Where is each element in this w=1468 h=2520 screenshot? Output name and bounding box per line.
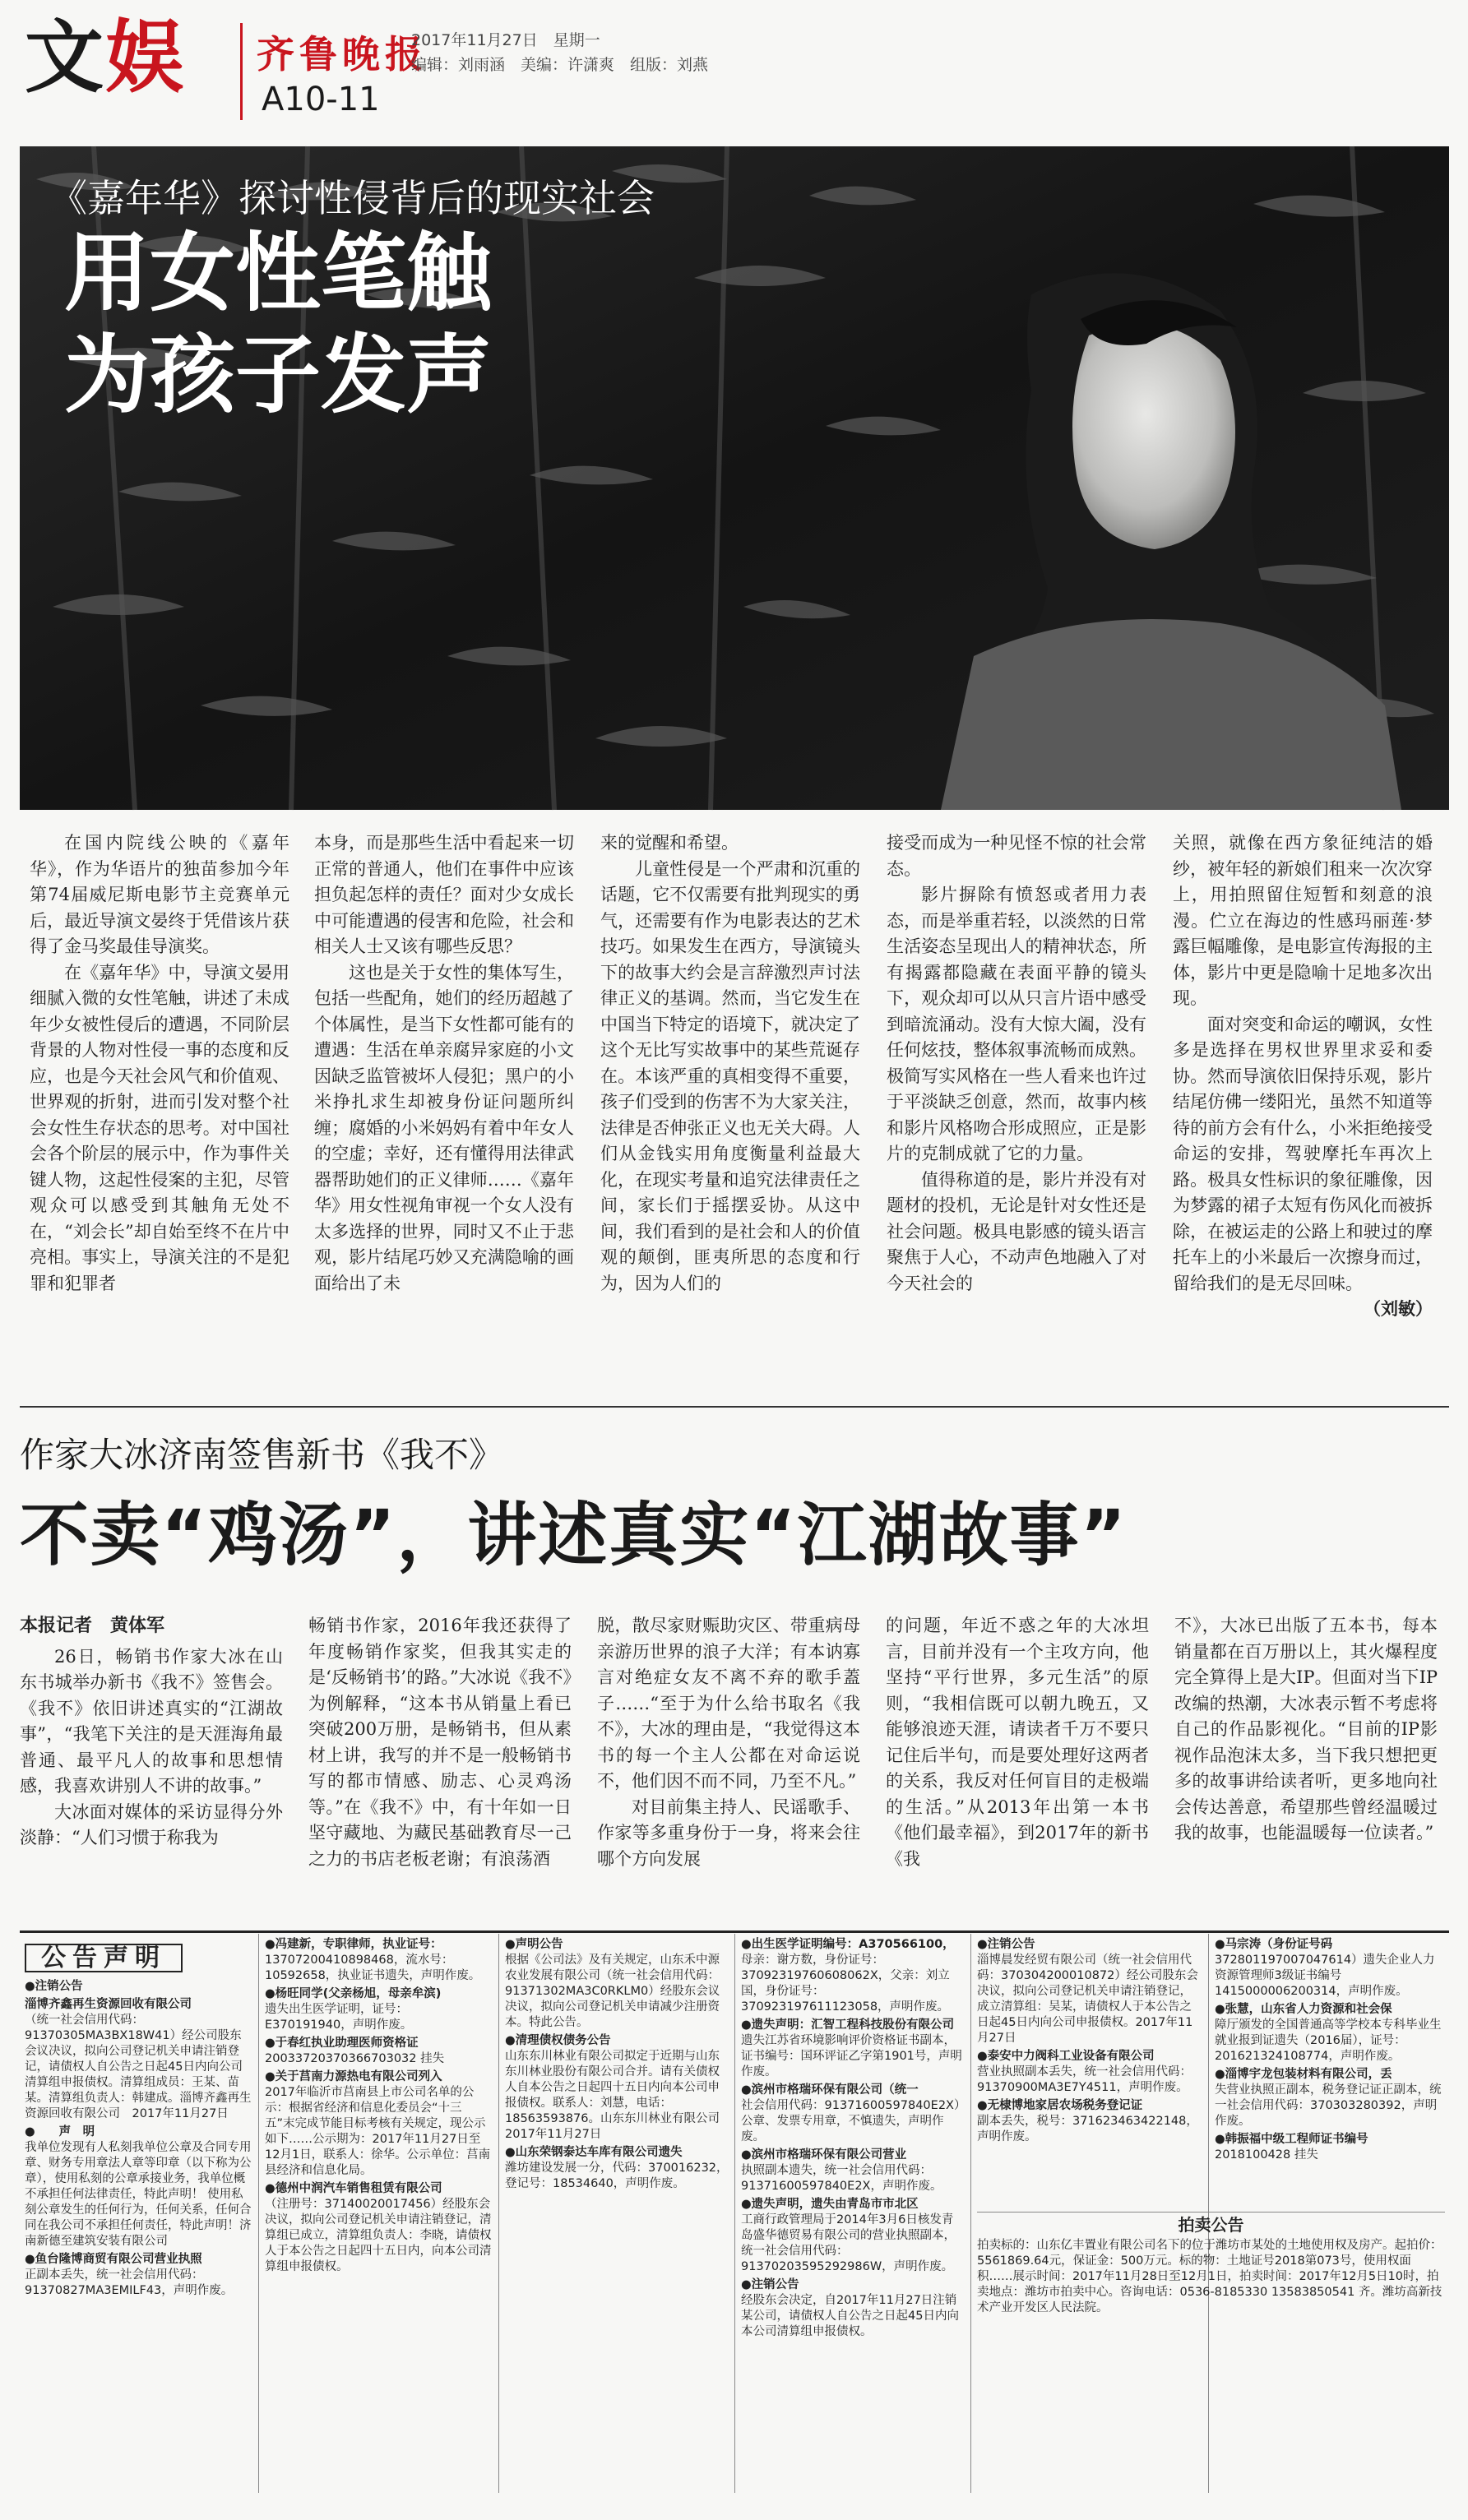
section-title: 文娱 (25, 12, 186, 104)
notice-item (505, 1937, 729, 2031)
notice-body: 20033720370366703032 挂失 (265, 2052, 445, 2065)
paragraph: 不》，大冰已出版了五本书，每本销量都在百万册以上，其火爆程度完全算得上是大IP。但面对当下IP改编的热潮，大冰表示暂不考虑将自己的作品影视化。“目前的IP影视作品泡沫太多，当下我只想把更多的故事讲给读者听，更多地向社会传达善意，希望那些曾经温暖过我的故事，也能温暖每一位读者。” (1174, 1616, 1438, 1843)
auction-body: 拍卖标的：山东亿丰置业有限公司名下的位于潍坊市某处的土地使用权及房产。起拍价：5561869.64元，保证金：500万元。标的物：土地证号2018第073号，使用权面积……展示时间：2017年11月28日至12月1日，拍卖时间：2017年12月5日10时，拍卖地点：潍坊市拍卖中心。咨询电话：0536-8185330 13583850541 齐。潍坊高新技术产业开发区人民法院。 (977, 2239, 1443, 2314)
notice-body: 遗失出生医学证明，证号：E370191940，声明作废。 (265, 2003, 413, 2032)
article1-column5 (1173, 830, 1433, 1323)
notice-heading: ●无棣博地家居农场税务登记证 (977, 2099, 1143, 2112)
notice-heading: ●马宗涛（身份证号码 (1215, 1938, 1333, 1951)
notice-item (505, 2033, 732, 2143)
column-divider (734, 1934, 735, 2493)
notice-heading: ●杨旺同学(父亲杨旭，母亲牟滨) (265, 1987, 442, 2000)
notice-heading: ●韩振福中级工程师证书编号 (1215, 2133, 1368, 2146)
notice-item (977, 2049, 1202, 2096)
column-divider (258, 1934, 259, 2493)
notices-column2 (265, 1937, 492, 2496)
notice-item (25, 2252, 252, 2299)
notice-list (977, 1937, 1202, 2145)
notice-body: 2018100428 挂失 (1215, 2148, 1318, 2162)
auction-notice (977, 2212, 1445, 2496)
notice-heading: ●遗失声明：汇智工程科技股份有限公司 (741, 2018, 955, 2032)
notice-heading: ● 声 明 (25, 2125, 95, 2139)
notice-list (265, 1937, 492, 2275)
notice-body: 营业执照副本丢失，统一社会信用代码：91370900MA3E7Y4511，声明作废。 (977, 2065, 1192, 2094)
notice-heading: ●声明公告 (505, 1938, 563, 1951)
notice-list (741, 1937, 965, 2340)
notice-item (25, 1997, 252, 2122)
notice-list (505, 1937, 732, 2192)
article1-column3 (600, 830, 860, 1297)
notice-item (1215, 2067, 1445, 2129)
paragraph: 这也是关于女性的集体写生，包括一些配角，她们的经历超越了个体属性，是当下女性都可能有的遭遇：生活在单亲腐异家庭的小文因缺乏监管被坏人侵犯；黑户的小米挣扎求生却被身份证问题所纠缠；腐婚的小米妈妈有着中年女人的空虚；幸好，还有懂得用法律武器帮助她们的正义律师……《嘉年华》用女性视角审视一个女人没有太多选择的世界，同时又不止于悲观，影片结尾巧妙又充满隐喻的画面给出了未 (314, 962, 574, 1293)
notice-heading: ●于春红执业助理医师资格证 (265, 2037, 419, 2050)
notice-body: 副本丢失，税号：371623463422148，声明作废。 (977, 2115, 1198, 2143)
notice-heading: ●出生医学证明编号：A370566100， (741, 1938, 955, 1951)
page-number: A10-11 (262, 81, 380, 118)
notice-item (1215, 1937, 1445, 2000)
article1-column1 (30, 830, 289, 1297)
notice-heading: ●遗失声明，遗失由青岛市市北区 (741, 2198, 919, 2211)
notice-heading: ●德州中润汽车销售租赁有限公司 (265, 2182, 442, 2195)
notice-item (1215, 2002, 1445, 2065)
paragraph: 关照，就像在西方象征纯洁的婚纱，被年轻的新娘们租来一次次穿上，用拍照留住短暂和刻意的浪漫。伫立在海边的性感玛丽莲·梦露巨幅雕像，是电影宣传海报的主体，影片中更是隐喻十足地多次出现。 (1173, 833, 1433, 1008)
notice-body: 母亲：谢方数，身份证号：37092319760608062X，父亲：刘立国，身份证号：370923197611123058，声明作废。 (741, 1954, 950, 2014)
article1-column2 (314, 830, 574, 1297)
paragraph: 对目前集主持人、民谣歌手、作家等多重身份于一身，将来会往哪个方向发展 (597, 1796, 860, 1869)
notice-item (265, 1986, 492, 2033)
notice-body: 潍坊建设发展一分，代码：370016232，登记号：18534640，声明作废。 (505, 2162, 729, 2190)
notice-item (25, 2125, 252, 2250)
article2-subtitle: 作家大冰济南签售新书《我不》 (20, 1435, 504, 1475)
hero-subtitle: 《嘉年华》探讨性侵背后的现实社会 (49, 176, 655, 220)
notice-body: 遗失江苏省环境影响评价资格证书副本，证书编号：国环评证乙字第1901号，声明作废。 (741, 2034, 962, 2078)
notice-item (741, 2148, 965, 2194)
notice-heading: ●清理债权债务公告 (505, 2034, 611, 2047)
notices-column1 (25, 1937, 252, 2496)
notice-item (741, 2277, 965, 2340)
notice-heading: ●冯建新，专职律师，执业证号： (265, 1938, 442, 1951)
section-divider (20, 1406, 1449, 1408)
notice-heading: 淄博齐鑫再生资源回收有限公司 (25, 1998, 192, 2011)
article2-byline: 本报记者 黄体军 (20, 1616, 165, 1636)
notices-column5 (977, 1937, 1202, 2208)
notice-item (25, 1979, 252, 1995)
notice-banner: 公告声明 (25, 1944, 183, 1972)
hero-title (64, 222, 492, 426)
notice-item (265, 2069, 492, 2179)
notice-item (741, 2197, 965, 2275)
notice-heading: ●滨州市格瑞环保有限公司（统一 (741, 2083, 919, 2097)
paragraph: 本身，而是那些生活中看起来一切正常的普通人，他们在事件中应该担负起怎样的责任？面对少女成长中可能遭遇的侵害和危险，社会和相关人士又该有哪些反思？ (314, 833, 574, 956)
article2-column1 (20, 1613, 283, 1852)
notice-heading: ●注销公告 (977, 1938, 1035, 1951)
notice-item (977, 1937, 1202, 2046)
notices-column4 (741, 1937, 965, 2496)
notice-heading: ●滨州市格瑞环保有限公司营业 (741, 2148, 907, 2162)
article2-column3 (597, 1613, 860, 1872)
notice-body: 执照副本遗失，统一社会信用代码：91371600597840E2X，声明作废。 (741, 2164, 942, 2193)
notice-body: 我单位发现有人私刻我单位公章及合同专用章、财务专用章法人章等印章（以下称为公章），使用私刻的公章承接业务，我单位概不承担任何法律责任，特此声明！ 使用私刻公章发生的任何行为，任何关系，任何合同在我公司不承担任何责任，特此声明！济南新德至建筑安装有限公司 (25, 2141, 252, 2248)
notice-body: 根据《公司法》及有关规定，山东禾中源农业发展有限公司（统一社会信用代码：91371302MA3C0RKLM0）经股东会议决议，拟向公司登记机关申请减少注册资本。特此公告。 (505, 1954, 720, 2029)
notice-heading: ●泰安中力阀科工业设备有限公司 (977, 2050, 1155, 2063)
column-divider (498, 1934, 499, 2493)
notice-body: 工商行政管理局于2014年3月6日核发青岛盛华德贸易有限公司的营业执照副本，统一社会信用代码：91370203595292986W，声明作废。 (741, 2213, 956, 2273)
paragraph: 的问题，年近不惑之年的大冰坦言，目前并没有一个主攻方向，他坚持“平行世界，多元生活”的原则，“我相信既可以朝九晚五，又能够浪迹天涯，请读者千万不要只记住后半句，而是要处理好这两者的关系，我反对任何盲目的走极端的生活。”从2013年出第一本书《他们最幸福》，到2017年的新书《我 (886, 1616, 1149, 1869)
header-divider (240, 23, 243, 120)
notice-heading: ●关于莒南力源热电有限公司列入 (265, 2070, 442, 2083)
notice-body: 经股东会决定，自2017年11月27日注销某公司，请债权人自公告之日起45日内向本公司清算组申报债权。 (741, 2294, 959, 2338)
notice-body: 淄博晨发经贸有限公司（统一社会信用代码：370304200010872）经公司股东会决议，拟向公司登记机关申请注销登记，成立清算组：吴某，请债权人于本公告之日起45日内向公司申报债权。2017年11月27日 (977, 1954, 1198, 2045)
paragraph: 儿童性侵是一个严肃和沉重的话题，它不仅需要有批判现实的勇气，还需要有作为电影表达的艺术技巧。如果发生在西方，导演镜头下的故事大约会是言辞激烈声讨法律正义的基调。然而，当它发生在中国当下特定的语境下，就决定了这个无比写实故事中的某些荒诞存在。本该严重的真相变得不重要，孩子们受到的伤害不为大家关注，法律是否伸张正义也无关大碍。人们从金钱实用角度衡量利益最大化，在现实考量和追究法律责任之间，家长们于摇摆妥协。从这中间，我们看到的是社会和人的价值观的颠倒，匪夷所思的态度和行为，因为人们的 (600, 858, 860, 1293)
notice-body: 2017年临沂市莒南县上市公司名单的公示：根据省经济和信息化委员会“十三五”末完成节能目标考核有关规定，现公示如下……公示期为：2017年11月27日至12月1日，联系人：徐华。公示单位：莒南县经济和信息化局。 (265, 2086, 491, 2177)
article2-column4 (886, 1613, 1149, 1872)
notice-heading: ●张慧，山东省人力资源和社会保 (1215, 2003, 1392, 2016)
paragraph: 接受而成为一种见怪不惊的社会常态。 (887, 833, 1146, 879)
notices-column3 (505, 1937, 732, 2496)
notice-body: （统一社会信用代码：91370305MA3BX18W41）经公司股东会议决议，拟向公司登记机关申请注销登记，请债权人自公告之日起45日内向公司清算组申报债权。清算组成员：王某、苗某。清算组负责人：韩建成。淄博齐鑫再生资源回收有限公司 2017年11月27日 (25, 2014, 252, 2120)
notice-heading: ●鱼台隆博商贸有限公司营业执照 (25, 2253, 202, 2266)
notice-item (1215, 2132, 1445, 2163)
notice-body: 正副本丢失，统一社会信用代码：91370827MA3EMILF43，声明作废。 (25, 2268, 234, 2297)
column-divider (970, 1934, 971, 2493)
notice-heading: ●山东荣钢泰达车库有限公司遗失 (505, 2146, 683, 2159)
auction-title: 拍卖公告 (1178, 2215, 1244, 2235)
article1-column4 (887, 830, 1146, 1297)
notice-item (741, 2083, 965, 2145)
notice-item (265, 1937, 492, 1984)
paragraph: 值得称道的是，影片并没有对题材的投机，无论是针对女性还是社会问题。极具电影感的镜头语言聚焦于人心，不动声色地融入了对今天社会的 (887, 1169, 1146, 1293)
article2-column5 (1174, 1613, 1438, 1847)
notice-heading: ●注销公告 (741, 2278, 799, 2291)
notice-item (977, 2098, 1202, 2145)
article1-signature: （刘敏） (1364, 1299, 1433, 1319)
paragraph: 面对突变和命运的嘲讽，女性多是选择在男权世界里求妥和委协。然而导演依旧保持乐观，影片结尾仿佛一缕阳光，虽然不知道等待的前方会有什么，小米拒绝接受命运的安排，驾驶摩托车再次上路。极具女性标识的象征雕像，因为梦露的裙子太短有伤风化而被拆除，在被运走的公路上和驶过的摩托车上的小米最后一次擦身而过，留给我们的是无尽回味。 (1173, 1014, 1433, 1293)
notice-item (741, 2018, 965, 2080)
notice-item (265, 2036, 492, 2067)
notice-list (25, 1979, 252, 2299)
article2-title: 不卖“鸡汤”，讲述真实“江湖故事” (20, 1495, 1128, 1575)
article2-column2 (308, 1613, 572, 1872)
paragraph: 大冰面对媒体的采访显得分外淡静：“人们习惯于称我为 (20, 1801, 283, 1847)
notices-column6 (1215, 1937, 1445, 2208)
notice-heading: ●淄博宇龙包装材料有限公司，丢 (1215, 2068, 1392, 2081)
date-line: 2017年11月27日 星期一 (411, 31, 600, 49)
hero-title-line1: 用女性笔触 (64, 223, 493, 323)
paragraph: 来的觉醒和希望。 (600, 833, 739, 853)
notice-body: 372801197007047614）遗失企业人力资源管理师3级证书编号1415000006200314，声明作废。 (1215, 1954, 1435, 1998)
notice-item (505, 2145, 729, 2192)
notice-item (265, 2181, 492, 2275)
notice-body: 障厅颁发的全国普通高等学校本专科毕业生就业报到证遗失（2016届），证号：201621324108774，声明作废。 (1215, 2018, 1442, 2063)
notice-item (741, 1937, 965, 2015)
paragraph: 在国内院线公映的《嘉年华》，作为华语片的独苗参加今年第74届威尼斯电影节主竞赛单元后，最近导演文晏终于凭借该片获得了金马奖最佳导演奖。 (30, 833, 289, 956)
notice-body: 山东东川林业有限公司拟定于近期与山东东川林业股份有限公司合并。请有关债权人自本公告之日起四十五日内向本公司申报债权。联系人：刘慧，电话：18563593876。山东东川林业有限公司 2017年11月27日 (505, 2050, 732, 2141)
hero-title-line2: 为孩子发声 (64, 325, 493, 425)
notice-body: 社会信用代码：91371600597840E2X）公章、发票专用章，不慎遗失，声明作废。 (741, 2099, 961, 2143)
notice-heading: ●注销公告 (25, 1980, 83, 1993)
paragraph: 26日，畅销书作家大冰在山东书城举办新书《我不》签售会。《我不》依旧讲述真实的“江湖故事”，“我笔下关注的是天涯海角最普通、最平凡人的故事和思想情感，我喜欢讲别人不讲的故事。” (20, 1646, 283, 1796)
paper-name: 齐鲁晚报 (257, 32, 428, 76)
notice-body: （注册号：37140020017456）经股东会决议，拟向公司登记机关申请注销登记，清算组已成立，清算组负责人：李晓，请债权人于本公告之日起四十五日内，向本公司清算组申报债权。 (265, 2198, 492, 2273)
paragraph: 脱，散尽家财赈助灾区、带重病母亲游历世界的浪子大洋；有本讷寡言对绝症女友不离不弃的歌手蓋子……“至于为什么给书取名《我不》，大冰的理由是，“我觉得这本书的每一个主人公都在对命运说不，他们因不而不同，乃至不凡。” (597, 1616, 860, 1791)
notice-list (1215, 1937, 1445, 2163)
editor-line: 编辑：刘雨涵 美编：许潇爽 组版：刘燕 (411, 56, 709, 74)
notice-body: 失营业执照正副本，税务登记证正副本，统一社会信用代码：370303280392，声明作废。 (1215, 2083, 1442, 2128)
notice-body: 13707200410898468，流水号：10592658，执业证书遗失，声明作废。 (265, 1954, 481, 1982)
paragraph: 畅销书作家，2016年我还获得了年度畅销作家奖，但我其实走的是‘反畅销书’的路。”大冰说《我不》为例解释，“这本书从销量上看已突破200万册，是畅销书，但从素材上讲，我写的并不是一般畅销书写的都市情感、励志、心灵鸡汤等。”在《我不》中，有十年如一日坚守藏地、为藏民基础教育尽一己之力的书店老板老谢；有浪荡酒 (308, 1616, 572, 1869)
paragraph: 影片摒除有愤怒或者用力表态，而是举重若轻，以淡然的日常生活姿态呈现出人的精神状态，所有揭露都隐藏在表面平静的镜头下，观众却可以从只言片语中感受到暗流涌动。没有大惊大阖，没有任何炫技，整体叙事流畅而成熟。极简写实风格在一些人看来也许过于平淡缺乏创意，然而，故事内核和影片风格吻合形成照应，正是影片的克制成就了它的力量。 (887, 885, 1146, 1163)
paragraph: 在《嘉年华》中，导演文晏用细腻入微的女性笔触，讲述了未成年少女被性侵后的遭遇，不同阶层背景的人物对性侵一事的态度和反应，也是今天社会风气和价值观、世界观的折射，进而引发对整个社会女性生存状态的思考。对中国社会各个阶层的展示中，作为事件关键人物，这起性侵案的主犯，尽管观众可以感受到其触角无处不在，“刘会长”却自始至终不在片中亮相。事实上，导演关注的不是犯罪和犯罪者 (30, 962, 289, 1293)
